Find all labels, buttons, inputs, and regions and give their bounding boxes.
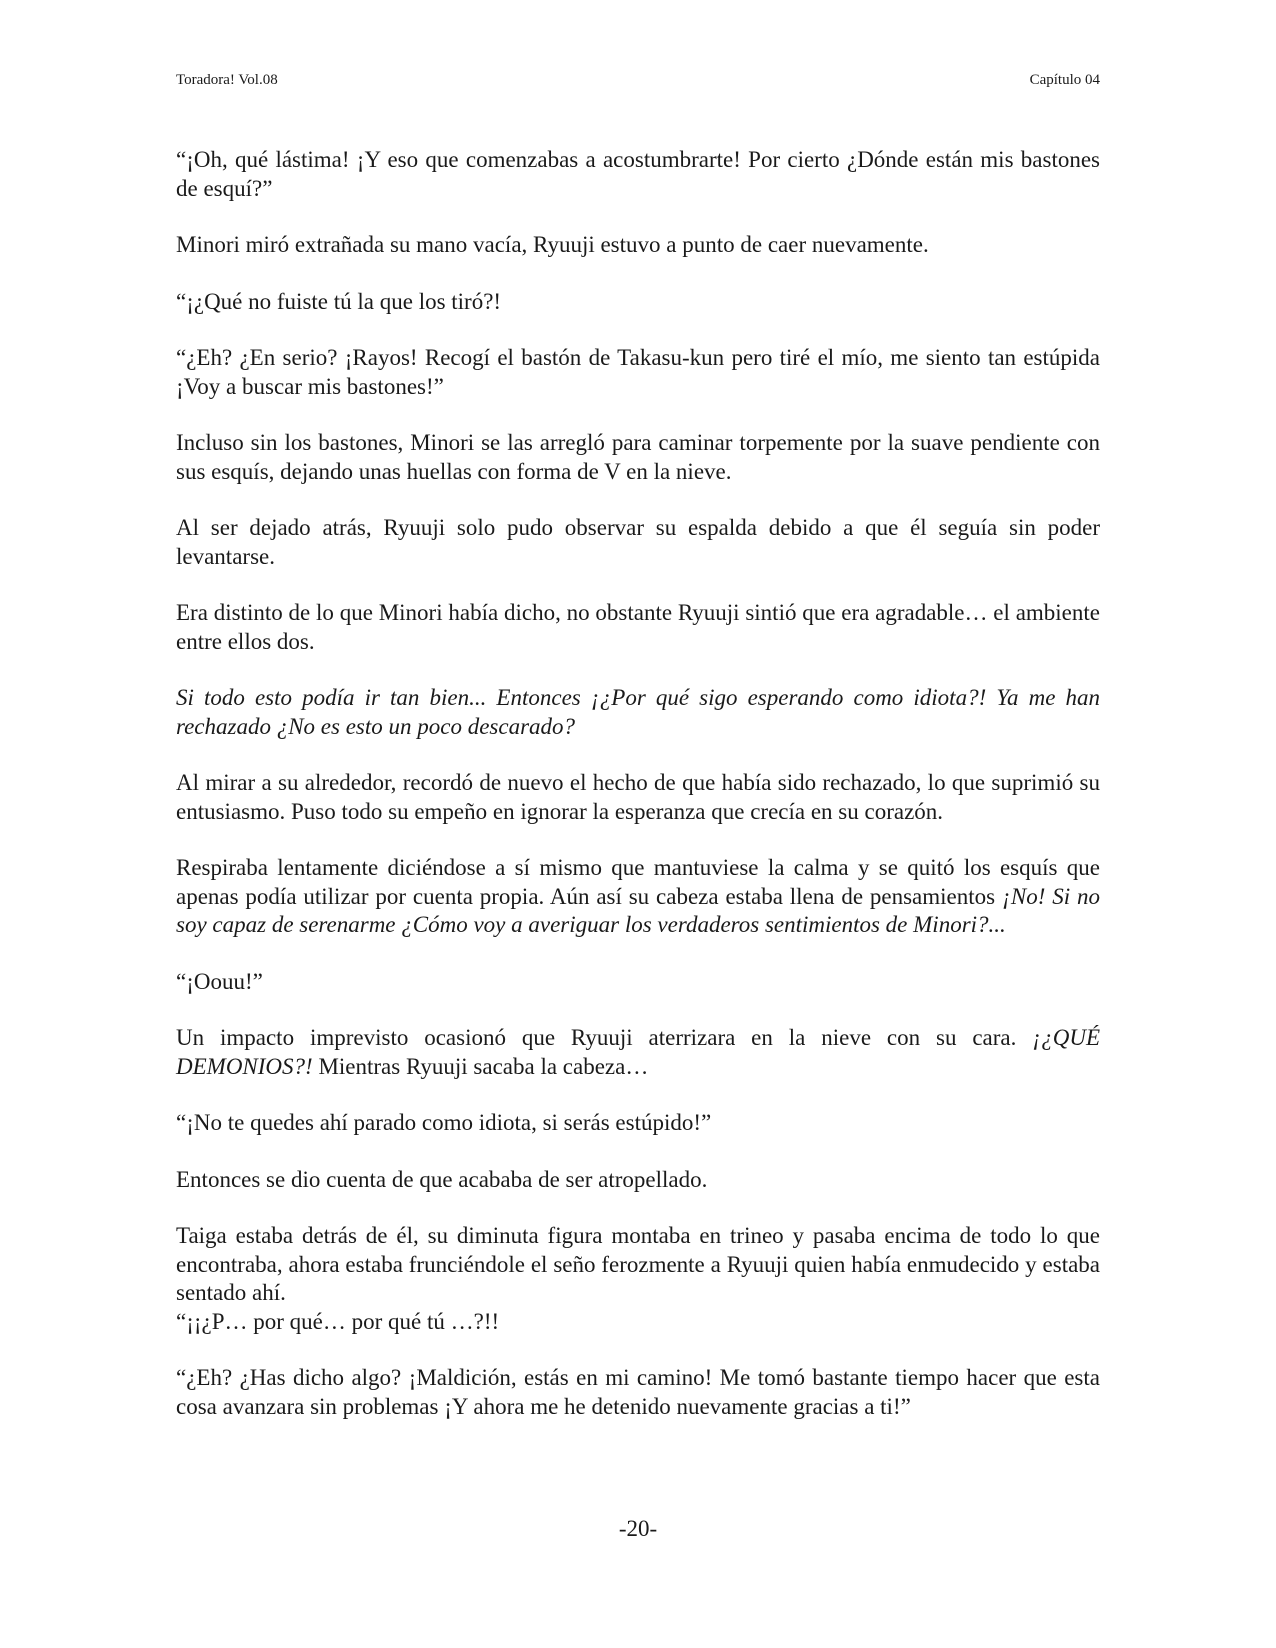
page-body [176,146,1100,1449]
paragraph-3: “¡¿Qué no fuiste tú la que los tiró?! [176,288,502,314]
paragraph-10-thought: ¡No! Si no soy capaz de serenarme ¿Cómo voy a averiguar los verdaderos sentimientos de Minori?... [176,883,1101,937]
paragraph-12-thought: ¡¿QUÉ DEMONIOS?! [176,1025,1101,1079]
paragraph-6: Al ser dejado atrás, Ryuuji solo pudo observar su espalda debido a que él seguía sin poder levantarse. [176,515,1100,569]
paragraph-7: Era distinto de lo que Minori había dicho, no obstante Ryuuji sintió que era agradable… el ambiente entre ellos dos. [176,600,1100,654]
paragraph-2: Minori miró extrañada su mano vacía, Ryuuji estuvo a punto de caer nuevamente. [176,232,929,257]
page-number: -20- [618,1516,658,1541]
header-chapter: Capítulo 04 [1029,72,1100,88]
paragraph-1: “¡Oh, qué lástima! ¡Y eso que comenzabas a acostumbrarte! Por cierto ¿Dónde están mis bastones de esquí?” [176,147,1100,201]
page-header [176,72,1100,89]
paragraph-5: Incluso sin los bastones, Minori se las arregló para caminar torpemente por la suave pendiente con sus esquís, dejando unas huellas con forma de V en la nieve. [176,430,1100,484]
paragraph-4: “¿Eh? ¿En serio? ¡Rayos! Recogí el bastón de Takasu-kun pero tiré el mío, me siento tan estúpida ¡Voy a buscar mis bastones!” [176,345,1100,399]
paragraph-15: Taiga estaba detrás de él, su diminuta figura montaba en trineo y pasaba encima de todo lo que encontraba, ahora estaba frunciéndole el seño ferozmente a Ryuuji quien había enmudecido y estaba sentado ahí. [176,1223,1100,1305]
paragraph-12 [176,1024,1100,1081]
paragraph-16: “¡¡¿P… por qué… por qué tú …?!! [176,1308,500,1334]
paragraph-9: Al mirar a su alrededor, recordó de nuevo el hecho de que había sido rechazado, lo que suprimió su entusiasmo. Puso todo su empeño en ignorar la esperanza que crecía en su corazón. [176,770,1100,824]
paragraph-13: “¡No te quedes ahí parado como idiota, si serás estúpido!” [176,1110,712,1135]
paragraph-12-text-a: Un impacto imprevisto ocasionó que Ryuuji aterrizara en la nieve con su cara. [176,1025,1017,1050]
paragraph-17: “¿Eh? ¿Has dicho algo? ¡Maldición, estás en mi camino! Me tomó bastante tiempo hacer que esta cosa avanzara sin problemas ¡Y ahora me he detenido nuevamente gracias a ti!” [176,1365,1100,1419]
paragraph-8-thought: Si todo esto podía ir tan bien... Entonces ¡¿Por qué sigo esperando como idiota?! Ya me han rechazado ¿No es esto un poco descarado? [176,685,1100,739]
paragraph-12-text-b: Mientras Ryuuji sacaba la cabeza… [318,1053,649,1079]
header-book-title: Toradora! Vol.08 [176,72,278,88]
paragraph-8 [176,684,1100,741]
paragraph-14: Entonces se dio cuenta de que acababa de ser atropellado. [176,1166,708,1192]
paragraph-10 [176,854,1100,940]
paragraph-11: “¡Oouu!” [176,968,263,994]
paragraph-10-text: Respiraba lentamente diciéndose a sí mismo que mantuviese la calma y se quitó los esquís que apenas podía utilizar por cuenta propia. Aún así su cabeza estaba llena de pensamientos [176,855,1100,909]
